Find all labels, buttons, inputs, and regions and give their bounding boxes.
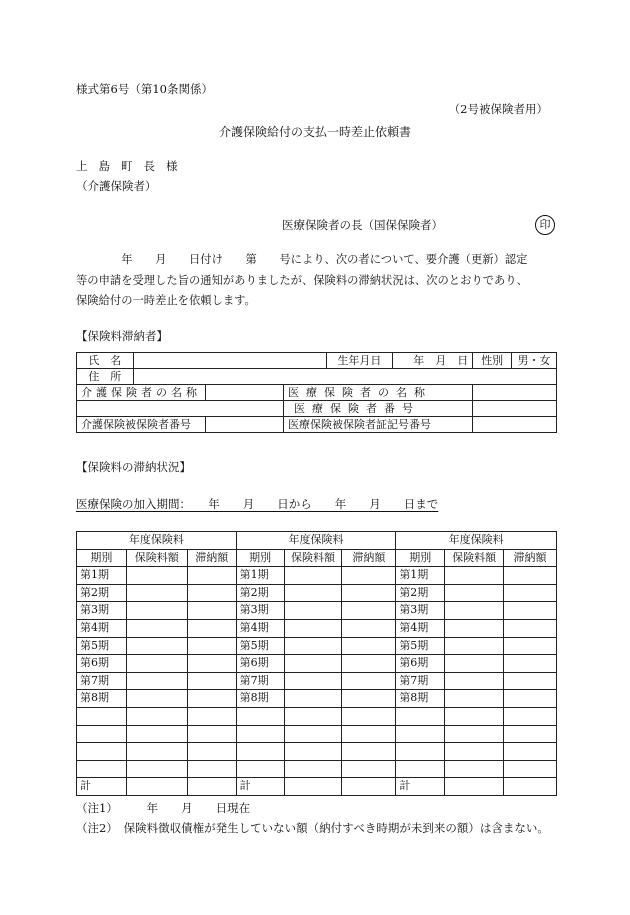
period-field[interactable] [396,725,445,743]
document-title: 介護保険給付の支払一時差止依頼書 [218,125,411,139]
period-field[interactable] [77,707,127,725]
table-row [77,637,557,655]
arrears-amount-field[interactable] [504,655,557,673]
arrears-amount-header: 滞納額 [504,549,557,567]
arrears-amount-field[interactable] [504,602,557,620]
premium-amount-field[interactable] [126,602,187,620]
premium-amount-field[interactable] [126,672,187,690]
arrears-amount-field[interactable] [504,725,557,743]
premium-amount-field[interactable] [445,637,504,655]
arrears-total-field[interactable] [504,778,557,796]
period-label: 第3期 [396,602,445,620]
period-label: 第2期 [236,584,284,602]
period-field[interactable] [77,743,127,761]
period-label: 第5期 [396,637,445,655]
table-row [77,672,557,690]
arrears-amount-field[interactable] [187,584,236,602]
premium-amount-field[interactable] [445,743,504,761]
arrears-amount-field[interactable] [187,760,236,778]
period-field[interactable] [396,743,445,761]
arrears-amount-field[interactable] [342,584,396,602]
period-field[interactable] [77,760,127,778]
arrears-amount-field[interactable] [342,637,396,655]
arrears-amount-field[interactable] [187,690,236,708]
year-header-row [77,532,557,550]
table-row [77,760,557,778]
premium-amount-field[interactable] [126,655,187,673]
arrears-total-field[interactable] [342,778,396,796]
medical-insured-symbol-label: 医療保険被保険者証記号番号 [284,417,473,433]
address-label: 住 所 [77,369,134,385]
arrears-amount-header: 滞納額 [187,549,236,567]
period-label: 第7期 [236,672,284,690]
arrears-amount-field[interactable] [504,567,557,585]
insurer-label: （介護保険者） [76,179,157,193]
care-insurer-name-field[interactable] [206,385,284,401]
table-row [77,707,557,725]
medical-insurer-name-label: 医療保険者の名称 [284,385,473,401]
arrears-amount-field[interactable] [187,743,236,761]
premium-amount-field[interactable] [284,760,342,778]
period-field[interactable] [77,725,127,743]
arrears-amount-field[interactable] [504,707,557,725]
body-line: 等の申請を受理した旨の通知がありましたが、保険料の滞納状況は、次のとおりであり、 [76,273,528,287]
birth-label: 生年月日 [327,353,392,369]
arrears-amount-field[interactable] [504,743,557,761]
period-label: 第4期 [77,619,127,637]
section-delinquent-person: 【保険料滞納者】 [76,329,168,343]
arrears-amount-field[interactable] [187,602,236,620]
premium-amount-field[interactable] [445,725,504,743]
premium-amount-field[interactable] [284,690,342,708]
arrears-amount-field[interactable] [504,672,557,690]
premium-amount-field[interactable] [126,743,187,761]
person-table [76,352,557,433]
period-label: 第6期 [236,655,284,673]
table-row [77,567,557,585]
address-field[interactable] [133,369,556,385]
premium-amount-field[interactable] [126,567,187,585]
arrears-amount-field[interactable] [342,655,396,673]
period-header: 期別 [396,549,445,567]
blank-cell [77,401,284,417]
premium-amount-field[interactable] [284,672,342,690]
period-field[interactable] [236,725,284,743]
period-label: 第7期 [396,672,445,690]
premium-amount-field[interactable] [284,655,342,673]
arrears-amount-field[interactable] [504,637,557,655]
arrears-amount-field[interactable] [187,707,236,725]
premium-amount-field[interactable] [284,602,342,620]
premium-amount-field[interactable] [445,602,504,620]
table-row [77,602,557,620]
arrears-total-field[interactable] [187,778,236,796]
arrears-amount-field[interactable] [504,760,557,778]
column-header-row [77,549,557,567]
arrears-amount-field[interactable] [187,567,236,585]
chief-label: 医療保険者の長（国保保険者） [282,218,443,232]
premium-amount-field[interactable] [445,584,504,602]
premium-amount-field[interactable] [126,760,187,778]
premium-amount-field[interactable] [284,637,342,655]
seal-mark: 印 [535,215,555,235]
premium-amount-field[interactable] [284,567,342,585]
arrears-amount-field[interactable] [187,672,236,690]
period-label: 第1期 [396,567,445,585]
medical-insurer-name-field[interactable] [473,385,557,401]
premium-amount-field[interactable] [126,584,187,602]
premium-total-field[interactable] [126,778,187,796]
gender-label: 性別 [473,353,512,369]
table-row [77,690,557,708]
year-premium-header: 年度保険料 [77,532,237,550]
birth-field[interactable]: 年 月 日 [392,353,473,369]
arrears-amount-header: 滞納額 [342,549,396,567]
premium-amount-field[interactable] [445,655,504,673]
medical-insured-symbol-field[interactable] [473,417,557,433]
table-row [77,584,557,602]
period-label: 第4期 [236,619,284,637]
premium-amount-field[interactable] [126,637,187,655]
premium-amount-field[interactable] [126,707,187,725]
period-label: 第4期 [396,619,445,637]
period-label: 第8期 [77,690,127,708]
table-row [77,743,557,761]
arrears-amount-field[interactable] [342,672,396,690]
table-row [77,655,557,673]
period-label: 第3期 [236,602,284,620]
period-label: 第2期 [77,584,127,602]
table-row [77,725,557,743]
premium-amount-header: 保険料額 [445,549,504,567]
period-header: 期別 [77,549,127,567]
period-label: 第8期 [396,690,445,708]
premium-amount-field[interactable] [284,725,342,743]
arrears-amount-field[interactable] [187,637,236,655]
arrears-amount-field[interactable] [187,619,236,637]
period-header: 期別 [236,549,284,567]
arrears-amount-field[interactable] [187,725,236,743]
year-premium-header: 年度保険料 [236,532,396,550]
total-label: 計 [396,778,445,796]
addressee: 上島町長様 [76,159,189,173]
premium-amount-field[interactable] [445,760,504,778]
care-insured-no-field[interactable] [206,417,284,433]
body-line: 年 月 日付け 第 号により、次の者について、要介護（更新）認定 [76,253,528,266]
request-body [76,250,560,312]
premium-amount-header: 保険料額 [284,549,342,567]
arrears-amount-field[interactable] [342,567,396,585]
name-field[interactable] [133,353,327,369]
body-line: 保険給付の一時差止を依頼します。 [76,294,256,307]
period-label: 第5期 [77,637,127,655]
arrears-table [76,531,557,796]
premium-amount-field[interactable] [445,672,504,690]
premium-amount-field[interactable] [284,619,342,637]
enrollment-period: 医療保険の加入期間： 年 月 日から 年 月 日まで [76,497,439,511]
arrears-amount-field[interactable] [342,743,396,761]
premium-total-field[interactable] [284,778,342,796]
period-field[interactable] [236,707,284,725]
total-label: 計 [236,778,284,796]
care-insured-no-label: 介護保険被保険者番号 [77,417,206,433]
name-label: 氏 名 [77,353,134,369]
form-subtitle: （2号被保険者用） [448,102,548,116]
table-row [77,619,557,637]
total-row [77,778,557,796]
premium-amount-field[interactable] [126,619,187,637]
arrears-amount-field[interactable] [504,619,557,637]
arrears-amount-field[interactable] [342,707,396,725]
period-field[interactable] [396,760,445,778]
premium-amount-header: 保険料額 [126,549,187,567]
gender-field[interactable]: 男・女 [512,353,557,369]
arrears-amount-field[interactable] [342,602,396,620]
premium-amount-field[interactable] [445,567,504,585]
note-1: （注1） 年 月 日現在 [76,801,251,815]
period-field[interactable] [236,743,284,761]
arrears-amount-field[interactable] [342,619,396,637]
arrears-amount-field[interactable] [342,760,396,778]
premium-amount-field[interactable] [126,690,187,708]
period-label: 第1期 [77,567,127,585]
premium-amount-field[interactable] [284,743,342,761]
period-label: 第6期 [77,655,127,673]
period-label: 第7期 [77,672,127,690]
arrears-amount-field[interactable] [504,584,557,602]
period-label: 第6期 [396,655,445,673]
period-field[interactable] [396,707,445,725]
arrears-amount-field[interactable] [342,725,396,743]
arrears-amount-field[interactable] [187,655,236,673]
premium-amount-field[interactable] [445,707,504,725]
form-number: 様式第6号（第10条関係） [76,82,213,96]
care-insurer-name-label: 介護保険者の名称 [77,385,206,401]
period-label: 第3期 [77,602,127,620]
arrears-amount-field[interactable] [342,690,396,708]
period-label: 第1期 [236,567,284,585]
medical-insurer-no-label: 医療保険者番号 [284,401,473,417]
period-field[interactable] [236,760,284,778]
premium-amount-field[interactable] [284,584,342,602]
premium-amount-field[interactable] [445,619,504,637]
period-label: 第8期 [236,690,284,708]
premium-amount-field[interactable] [126,725,187,743]
total-label: 計 [77,778,127,796]
premium-amount-field[interactable] [445,690,504,708]
note-2: （注2） 保険料徴収債権が発生していない額（納付すべき時期が未到来の額）は含まない。 [76,821,549,835]
period-label: 第2期 [396,584,445,602]
medical-insurer-no-field[interactable] [473,401,557,417]
arrears-amount-field[interactable] [504,690,557,708]
year-premium-header: 年度保険料 [396,532,557,550]
period-label: 第5期 [236,637,284,655]
premium-total-field[interactable] [445,778,504,796]
section-arrears-status: 【保険料の滞納状況】 [76,460,191,474]
premium-amount-field[interactable] [284,707,342,725]
